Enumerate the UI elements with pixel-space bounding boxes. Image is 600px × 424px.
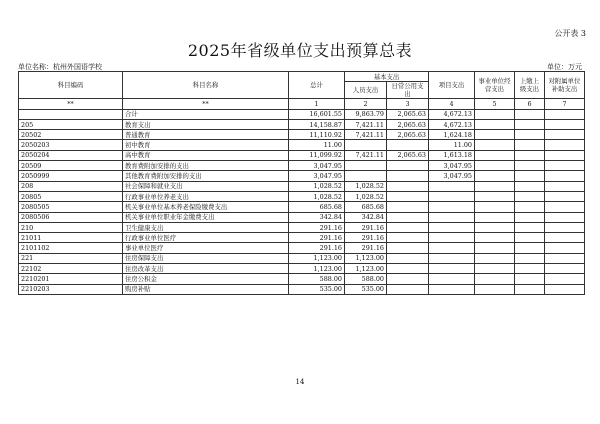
subsidy-cell: [545, 264, 585, 274]
business-cell: [475, 130, 515, 140]
business-cell: [475, 284, 515, 294]
name-cell: 行政事业单位养老支出: [123, 191, 289, 201]
project-cell: [429, 202, 475, 212]
subsidy-cell: [545, 284, 585, 294]
business-cell: [475, 212, 515, 222]
personnel-cell: 535.00: [345, 284, 387, 294]
unit-name-label: 单位名称：杭州外国语学校: [18, 63, 102, 71]
code-cell: 2210203: [19, 284, 123, 294]
business-cell: [475, 161, 515, 171]
hand-up-cell: [515, 181, 545, 191]
project-cell: 3,047.95: [429, 171, 475, 181]
code-cell: 2050204: [19, 150, 123, 160]
hand-up-cell: [515, 140, 545, 150]
public-cell: [387, 140, 429, 150]
total-cell: 11,110.92: [289, 130, 345, 140]
business-cell: [475, 222, 515, 232]
index-cell: **: [19, 99, 123, 109]
hand-up-cell: [515, 212, 545, 222]
total-cell: 1,123.00: [289, 264, 345, 274]
code-cell: 2080506: [19, 212, 123, 222]
code-cell: 21011: [19, 233, 123, 243]
hand-up-cell: [515, 243, 545, 253]
project-cell: [429, 233, 475, 243]
total-cell: 1,028.52: [289, 191, 345, 201]
hand-up-cell: [515, 119, 545, 129]
code-cell: 22102: [19, 264, 123, 274]
code-cell: [19, 109, 123, 119]
form-tag: 公开表 3: [554, 29, 586, 38]
hand-up-cell: [515, 253, 545, 263]
personnel-cell: 291.16: [345, 243, 387, 253]
table-row: [19, 253, 585, 263]
table-row: [19, 264, 585, 274]
hand-up-cell: [515, 130, 545, 140]
public-cell: 2,065.63: [387, 150, 429, 160]
name-cell: 机关事业单位基本养老保险缴费支出: [123, 202, 289, 212]
index-cell: 6: [515, 99, 545, 109]
public-cell: [387, 222, 429, 232]
name-cell: 高中教育: [123, 150, 289, 160]
personnel-cell: 1,028.52: [345, 191, 387, 201]
code-cell: 2101102: [19, 243, 123, 253]
subsidy-cell: [545, 191, 585, 201]
total-cell: 535.00: [289, 284, 345, 294]
business-cell: [475, 264, 515, 274]
name-cell: 初中教育: [123, 140, 289, 150]
project-cell: 4,672.13: [429, 109, 475, 119]
code-cell: 20805: [19, 191, 123, 201]
public-cell: [387, 233, 429, 243]
personnel-cell: [345, 161, 387, 171]
business-cell: [475, 181, 515, 191]
table-row: [19, 202, 585, 212]
total-cell: 588.00: [289, 274, 345, 284]
total-cell: 1,028.52: [289, 181, 345, 191]
table-row: [19, 243, 585, 253]
hand-up-cell: [515, 150, 545, 160]
index-cell: 7: [545, 99, 585, 109]
project-cell: [429, 191, 475, 201]
personnel-cell: 291.16: [345, 233, 387, 243]
currency-unit-label: 单位：万元: [547, 63, 582, 71]
subsidy-cell: [545, 274, 585, 284]
header-total: 总计: [289, 72, 345, 99]
public-cell: 2,065.63: [387, 130, 429, 140]
header-business: 事业单位经营支出: [475, 72, 515, 99]
total-cell: 14,158.87: [289, 119, 345, 129]
project-cell: [429, 212, 475, 222]
subsidy-cell: [545, 222, 585, 232]
project-cell: 3,047.95: [429, 161, 475, 171]
project-cell: [429, 222, 475, 232]
project-cell: [429, 181, 475, 191]
subsidy-cell: [545, 161, 585, 171]
project-cell: 4,672.13: [429, 119, 475, 129]
subsidy-cell: [545, 119, 585, 129]
total-cell: 342.84: [289, 212, 345, 222]
subsidy-cell: [545, 109, 585, 119]
table-row: [19, 222, 585, 232]
project-cell: [429, 274, 475, 284]
code-cell: 221: [19, 253, 123, 263]
code-cell: 205: [19, 119, 123, 129]
header-project: 项目支出: [429, 72, 475, 99]
name-cell: 普通教育: [123, 130, 289, 140]
personnel-cell: 1,123.00: [345, 264, 387, 274]
table-row: [19, 212, 585, 222]
subsidy-cell: [545, 171, 585, 181]
name-cell: 事业单位医疗: [123, 243, 289, 253]
public-cell: [387, 191, 429, 201]
header-subsidy: 对附属单位补助支出: [545, 72, 585, 99]
code-cell: 20502: [19, 130, 123, 140]
name-cell: 住房改革支出: [123, 264, 289, 274]
index-cell: 3: [387, 99, 429, 109]
table-row: [19, 284, 585, 294]
project-cell: 1,613.18: [429, 150, 475, 160]
hand-up-cell: [515, 171, 545, 181]
subsidy-cell: [545, 150, 585, 160]
table-row: [19, 130, 585, 140]
personnel-cell: [345, 171, 387, 181]
public-cell: [387, 171, 429, 181]
code-cell: 20509: [19, 161, 123, 171]
subsidy-cell: [545, 181, 585, 191]
public-cell: [387, 253, 429, 263]
name-cell: 行政事业单位医疗: [123, 233, 289, 243]
project-cell: [429, 284, 475, 294]
personnel-cell: 1,123.00: [345, 253, 387, 263]
name-cell: 社会保障和就业支出: [123, 181, 289, 191]
index-cell: **: [123, 99, 289, 109]
subsidy-cell: [545, 253, 585, 263]
total-cell: 11.00: [289, 140, 345, 150]
subsidy-cell: [545, 212, 585, 222]
public-cell: [387, 181, 429, 191]
budget-table: [18, 71, 585, 295]
personnel-cell: 1,028.52: [345, 181, 387, 191]
public-cell: [387, 274, 429, 284]
name-cell: 购房补贴: [123, 284, 289, 294]
total-cell: 16,601.55: [289, 109, 345, 119]
total-cell: 3,047.95: [289, 171, 345, 181]
table-row: [19, 233, 585, 243]
name-cell: 教育费附加安排的支出: [123, 161, 289, 171]
business-cell: [475, 253, 515, 263]
public-cell: [387, 264, 429, 274]
name-cell: 合计: [123, 109, 289, 119]
public-cell: [387, 202, 429, 212]
hand-up-cell: [515, 161, 545, 171]
header-personnel: 人员支出: [345, 82, 387, 99]
personnel-cell: 7,421.11: [345, 150, 387, 160]
name-cell: 机关事业单位职业年金缴费支出: [123, 212, 289, 222]
table-row: [19, 171, 585, 181]
table-row: [19, 140, 585, 150]
hand-up-cell: [515, 109, 545, 119]
project-cell: [429, 264, 475, 274]
personnel-cell: 9,863.79: [345, 109, 387, 119]
personnel-cell: 291.16: [345, 222, 387, 232]
total-cell: 11,099.92: [289, 150, 345, 160]
public-cell: 2,065.63: [387, 109, 429, 119]
hand-up-cell: [515, 202, 545, 212]
code-cell: 208: [19, 181, 123, 191]
business-cell: [475, 274, 515, 284]
header-public: 日常公用支出: [387, 82, 429, 99]
name-cell: 卫生健康支出: [123, 222, 289, 232]
name-cell: 其他教育费附加安排的支出: [123, 171, 289, 181]
table-row: [19, 191, 585, 201]
table-row: [19, 161, 585, 171]
business-cell: [475, 150, 515, 160]
code-cell: 2050999: [19, 171, 123, 181]
business-cell: [475, 119, 515, 129]
table-row: [19, 274, 585, 284]
public-cell: 2,065.63: [387, 119, 429, 129]
subsidy-cell: [545, 140, 585, 150]
table-row: [19, 119, 585, 129]
name-cell: 住房保障支出: [123, 253, 289, 263]
table-row: [19, 150, 585, 160]
header-code: 科目编码: [19, 72, 123, 99]
index-cell: 1: [289, 99, 345, 109]
project-cell: 11.00: [429, 140, 475, 150]
code-cell: 2080505: [19, 202, 123, 212]
subsidy-cell: [545, 243, 585, 253]
total-cell: 291.16: [289, 222, 345, 232]
project-cell: [429, 253, 475, 263]
business-cell: [475, 109, 515, 119]
table-row: [19, 109, 585, 119]
personnel-cell: 685.68: [345, 202, 387, 212]
subsidy-cell: [545, 233, 585, 243]
index-cell: 2: [345, 99, 387, 109]
business-cell: [475, 191, 515, 201]
project-cell: 1,624.18: [429, 130, 475, 140]
header-hand-up: 上缴上级支出: [515, 72, 545, 99]
table-body: [19, 99, 585, 295]
business-cell: [475, 171, 515, 181]
hand-up-cell: [515, 264, 545, 274]
hand-up-cell: [515, 222, 545, 232]
page-title: 2025年省级单位支出预算总表: [187, 41, 413, 60]
table-row: [19, 181, 585, 191]
index-cell: 4: [429, 99, 475, 109]
business-cell: [475, 243, 515, 253]
code-cell: 2210201: [19, 274, 123, 284]
name-cell: 住房公积金: [123, 274, 289, 284]
business-cell: [475, 202, 515, 212]
public-cell: [387, 161, 429, 171]
personnel-cell: [345, 140, 387, 150]
subsidy-cell: [545, 202, 585, 212]
total-cell: 3,047.95: [289, 161, 345, 171]
personnel-cell: 7,421.11: [345, 119, 387, 129]
project-cell: [429, 243, 475, 253]
personnel-cell: 7,421.11: [345, 130, 387, 140]
total-cell: 685.68: [289, 202, 345, 212]
public-cell: [387, 212, 429, 222]
code-cell: 210: [19, 222, 123, 232]
header-name: 科目名称: [123, 72, 289, 99]
personnel-cell: 342.84: [345, 212, 387, 222]
total-cell: 1,123.00: [289, 253, 345, 263]
subsidy-cell: [545, 130, 585, 140]
index-row: [19, 99, 585, 109]
name-cell: 教育支出: [123, 119, 289, 129]
header-basic: 基本支出: [345, 72, 429, 82]
hand-up-cell: [515, 274, 545, 284]
index-cell: 5: [475, 99, 515, 109]
page-number: 14: [295, 378, 305, 386]
personnel-cell: 588.00: [345, 274, 387, 284]
business-cell: [475, 233, 515, 243]
total-cell: 291.16: [289, 243, 345, 253]
hand-up-cell: [515, 191, 545, 201]
hand-up-cell: [515, 233, 545, 243]
hand-up-cell: [515, 284, 545, 294]
public-cell: [387, 243, 429, 253]
business-cell: [475, 140, 515, 150]
code-cell: 2050203: [19, 140, 123, 150]
public-cell: [387, 284, 429, 294]
total-cell: 291.16: [289, 233, 345, 243]
